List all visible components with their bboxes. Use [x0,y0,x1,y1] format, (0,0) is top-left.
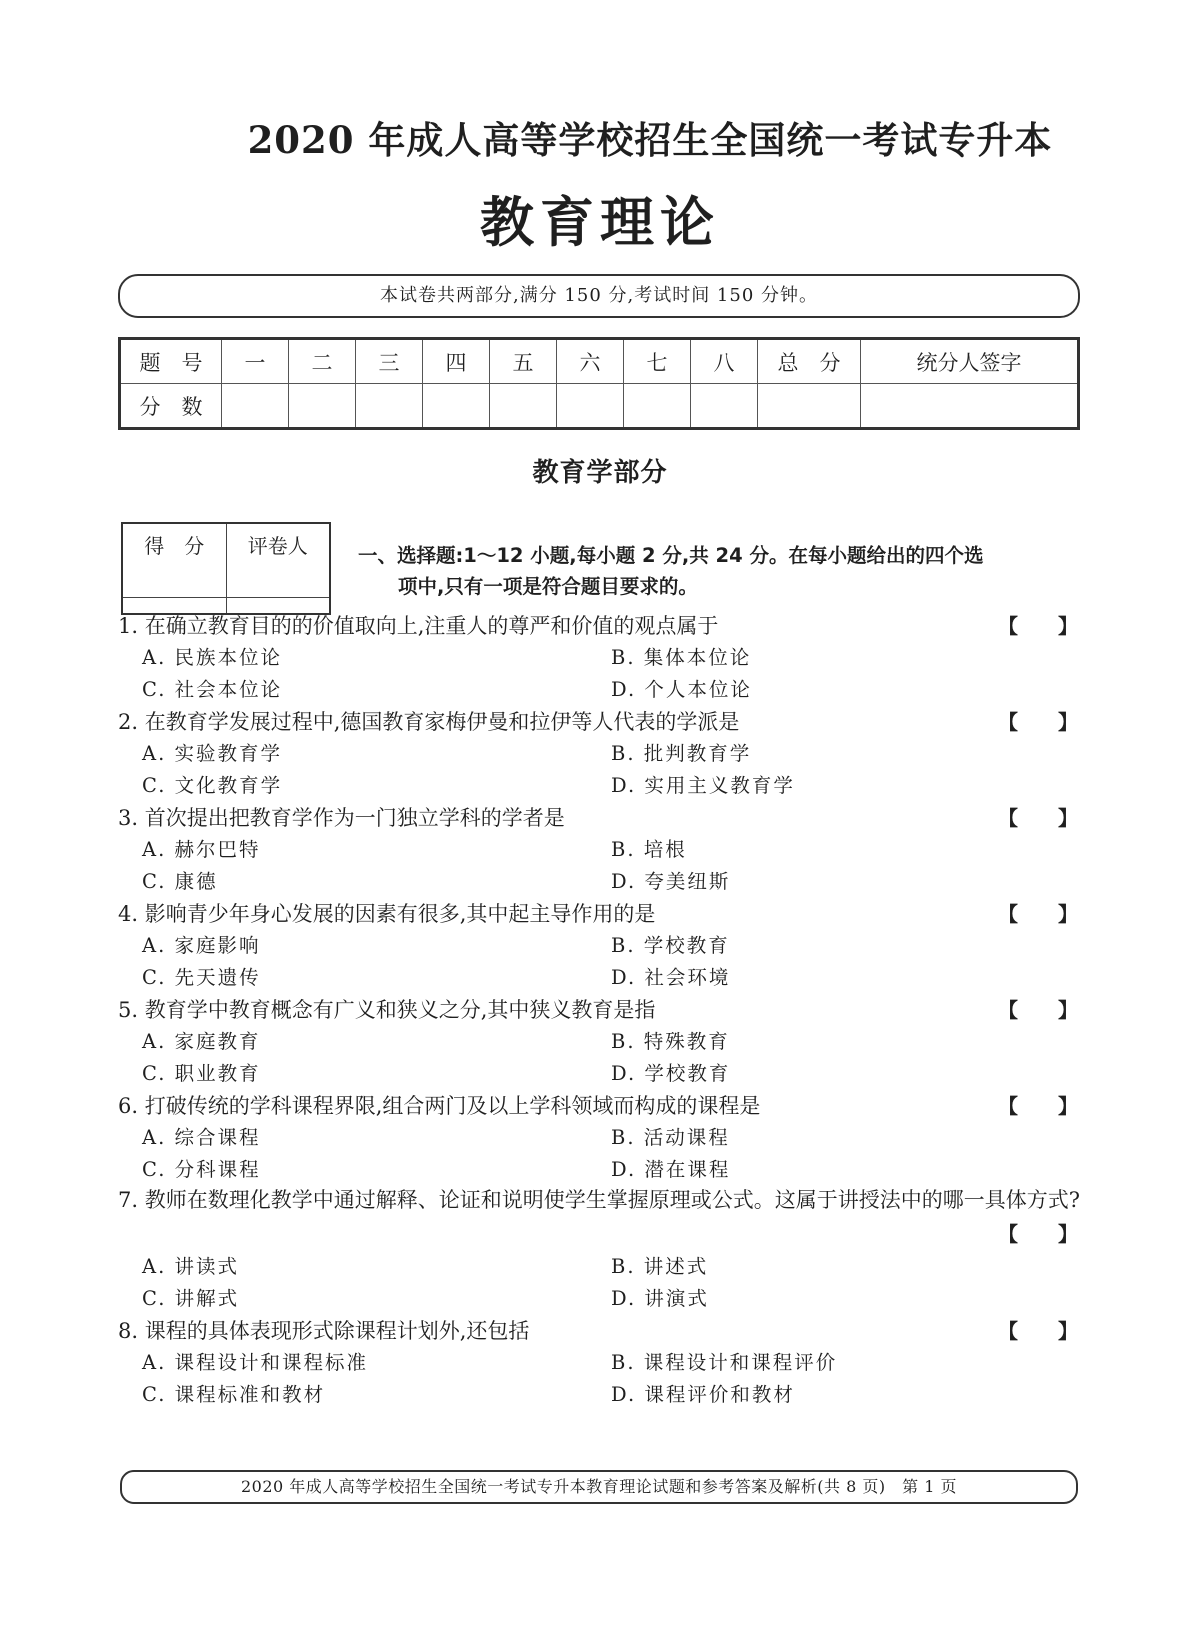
answer-bracket[interactable]: 【 】 [998,1222,1078,1246]
option: B. 活动课程 [611,1126,730,1149]
section-heading: 教育学部分 [532,458,668,488]
option: A. 家庭影响 [142,934,261,957]
option: D. 学校教育 [611,1062,731,1085]
grade-grader-label: 评卷人 [226,523,330,597]
score-table-col-signature: 统分人签字 [861,339,1079,384]
score-cell[interactable] [490,384,557,429]
option: C. 康德 [142,870,218,893]
score-table-col: 五 [490,339,557,384]
score-table-col: 八 [691,339,758,384]
option: C. 分科课程 [142,1158,261,1181]
exam-title: 2020 年成人高等学校招生全国统一考试专升本 [247,118,1053,162]
section-instructions [358,540,1080,602]
option: A. 课程设计和课程标准 [142,1351,368,1374]
score-table-col-total: 总 分 [758,339,861,384]
option: A. 综合课程 [142,1126,261,1149]
question-stem: 6. 打破传统的学科课程界限,组合两门及以上学科领域而构成的课程是 [118,1094,761,1118]
score-cell[interactable] [624,384,691,429]
option: B. 特殊教育 [611,1030,730,1053]
option: C. 文化教育学 [142,774,283,797]
option: B. 培根 [611,838,687,861]
instructions-line-1: 一、选择题:1～12 小题,每小题 2 分,共 24 分。在每小题给出的四个选 [358,544,984,567]
option: D. 个人本位论 [611,678,752,701]
score-cell[interactable] [557,384,624,429]
option: A. 家庭教育 [142,1030,261,1053]
score-cell[interactable] [289,384,356,429]
exam-notice: 本试卷共两部分,满分 150 分,考试时间 150 分钟。 [118,274,1080,318]
option: D. 社会环境 [611,966,731,989]
option: A. 赫尔巴特 [142,838,261,861]
option: D. 讲演式 [611,1287,709,1310]
answer-bracket[interactable]: 【 】 [998,902,1078,926]
answer-bracket[interactable]: 【 】 [998,710,1078,734]
score-cell-signature[interactable] [861,384,1079,429]
answer-bracket[interactable]: 【 】 [998,1094,1078,1118]
option: B. 讲述式 [611,1255,709,1278]
option: D. 夸美纽斯 [611,870,731,893]
score-table-header-label: 题 号 [120,339,222,384]
option: B. 学校教育 [611,934,730,957]
option: D. 潜在课程 [611,1158,731,1181]
question-stem: 8. 课程的具体表现形式除课程计划外,还包括 [118,1319,530,1343]
score-table-score-row [120,384,1079,429]
score-table-col: 四 [423,339,490,384]
option: A. 民族本位论 [142,646,282,669]
option: A. 实验教育学 [142,742,282,765]
score-cell[interactable] [691,384,758,429]
score-table-header-row [120,339,1079,384]
answer-bracket[interactable]: 【 】 [998,806,1078,830]
score-cell[interactable] [222,384,289,429]
question-stem: 1. 在确立教育目的的价值取向上,注重人的尊严和价值的观点属于 [118,614,719,638]
score-cell[interactable] [356,384,423,429]
question-stem: 5. 教育学中教育概念有广义和狭义之分,其中狭义教育是指 [118,998,656,1022]
score-cell[interactable] [423,384,490,429]
answer-bracket[interactable]: 【 】 [998,1319,1078,1343]
option: C. 社会本位论 [142,678,283,701]
option: A. 讲读式 [142,1255,239,1278]
score-table-col: 一 [222,339,289,384]
option: B. 集体本位论 [611,646,752,669]
option: D. 实用主义教育学 [611,774,795,797]
score-table-col: 六 [557,339,624,384]
option: B. 批判教育学 [611,742,752,765]
score-cell-total[interactable] [758,384,861,429]
question-stem: 7. 教师在数理化教学中通过解释、论证和说明使学生掌握原理或公式。这属于讲授法中的哪一具体方式? [118,1188,1080,1212]
grade-score-label: 得 分 [122,523,226,597]
page-footer: 2020 年成人高等学校招生全国统一考试专升本教育理论试题和参考答案及解析(共 8 页) 第 1 页 [120,1470,1078,1504]
subject-title: 教育理论 [480,191,720,254]
score-table-col: 二 [289,339,356,384]
option: C. 讲解式 [142,1287,240,1310]
question-stem: 2. 在教育学发展过程中,德国教育家梅伊曼和拉伊等人代表的学派是 [118,710,740,734]
score-table-col: 七 [624,339,691,384]
score-table-row-label: 分 数 [120,384,222,429]
answer-bracket[interactable]: 【 】 [998,998,1078,1022]
instructions-line-2: 项中,只有一项是符合题目要求的。 [398,575,698,598]
option: C. 先天遗传 [142,966,261,989]
question-stem: 4. 影响青少年身心发展的因素有很多,其中起主导作用的是 [118,902,656,926]
score-table-col: 三 [356,339,423,384]
score-table [118,337,1080,430]
question-stem: 3. 首次提出把教育学作为一门独立学科的学者是 [118,806,565,830]
option: C. 职业教育 [142,1062,261,1085]
option: C. 课程标准和教材 [142,1383,326,1406]
option: D. 课程评价和教材 [611,1383,795,1406]
option: B. 课程设计和课程评价 [611,1351,838,1374]
grade-box [121,522,331,615]
answer-bracket[interactable]: 【 】 [998,614,1078,638]
